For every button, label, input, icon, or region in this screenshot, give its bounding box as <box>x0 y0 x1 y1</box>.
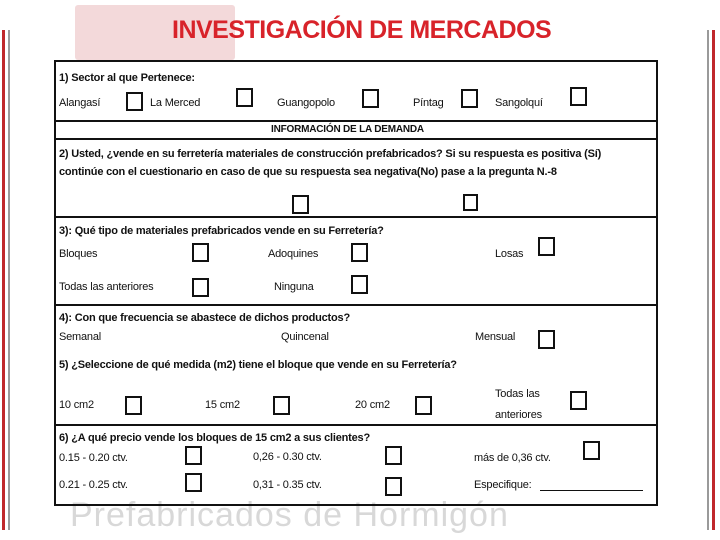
option-label: Todas las <box>495 388 540 400</box>
option-label: Alangasí <box>59 97 101 109</box>
left-border-gray <box>8 30 10 530</box>
divider <box>54 424 658 426</box>
option-label: anteriores <box>495 409 542 421</box>
watermark-text: Prefabricados de Hormigón <box>70 496 509 534</box>
checkbox[interactable] <box>351 243 368 262</box>
left-border-red <box>2 30 5 530</box>
checkbox[interactable] <box>126 92 143 111</box>
option-label: 10 cm2 <box>59 399 94 411</box>
divider <box>54 138 658 140</box>
checkbox[interactable] <box>385 446 402 465</box>
checkbox[interactable] <box>351 275 368 294</box>
question-5: 5) ¿Seleccione de qué medida (m2) tiene el bloque que vende en su Ferretería? <box>59 359 457 371</box>
option-label: 0.21 - 0.25 ctv. <box>59 479 128 491</box>
option-label: Adoquines <box>268 248 319 260</box>
option-label: Quincenal <box>281 331 329 343</box>
option-label: Mensual <box>475 331 516 343</box>
option-label: Ninguna <box>274 281 314 293</box>
option-label: Losas <box>495 248 524 260</box>
option-label: Todas las anteriores <box>59 281 154 293</box>
divider <box>54 216 658 218</box>
checkbox[interactable] <box>461 89 478 108</box>
checkbox-yes[interactable] <box>292 195 309 214</box>
option-label: 0,26 - 0.30 ctv. <box>253 451 322 463</box>
checkbox[interactable] <box>538 330 555 349</box>
option-label: Semanal <box>59 331 102 343</box>
checkbox[interactable] <box>185 446 202 465</box>
right-border-red <box>712 30 715 530</box>
specify-field[interactable] <box>540 490 643 491</box>
divider <box>54 304 658 306</box>
option-label: 15 cm2 <box>205 399 240 411</box>
option-label: Guangopolo <box>277 97 335 109</box>
checkbox[interactable] <box>185 473 202 492</box>
checkbox[interactable] <box>273 396 290 415</box>
option-label: 0.15 - 0.20 ctv. <box>59 452 128 464</box>
question-3: 3): Qué tipo de materiales prefabricados vende en su Ferretería? <box>59 225 384 237</box>
option-label: Sangolquí <box>495 97 543 109</box>
checkbox[interactable] <box>570 391 587 410</box>
option-label: 20 cm2 <box>355 399 390 411</box>
checkbox[interactable] <box>583 441 600 460</box>
question-1: 1) Sector al que Pertenece: <box>59 72 195 84</box>
option-label: más de 0,36 ctv. <box>474 452 551 464</box>
option-label: La Merced <box>150 97 201 109</box>
question-2-line-1: 2) Usted, ¿vende en su ferretería materiales de construcción prefabricados? Si su respuesta es positiva (Sí) <box>59 148 602 160</box>
checkbox-no[interactable] <box>463 194 478 211</box>
checkbox[interactable] <box>385 477 402 496</box>
page-title: INVESTIGACIÓN DE MERCADOS <box>172 16 552 44</box>
section-header: INFORMACIÓN DE LA DEMANDA <box>271 124 424 135</box>
other-label: Especifique: <box>474 479 532 491</box>
option-label: Píntag <box>413 97 444 109</box>
option-label: 0,31 - 0.35 ctv. <box>253 479 322 491</box>
divider <box>54 120 658 122</box>
option-label: Bloques <box>59 248 98 260</box>
checkbox[interactable] <box>362 89 379 108</box>
checkbox[interactable] <box>192 243 209 262</box>
checkbox[interactable] <box>570 87 587 106</box>
checkbox[interactable] <box>192 278 209 297</box>
question-4: 4): Con que frecuencia se abastece de dichos productos? <box>59 312 350 324</box>
checkbox[interactable] <box>236 88 253 107</box>
checkbox[interactable] <box>125 396 142 415</box>
question-6: 6) ¿A qué precio vende los bloques de 15 cm2 a sus clientes? <box>59 432 370 444</box>
question-2-line-2: continúe con el cuestionario en caso de que su respuesta sea negativa(No) pase a la pregunta N.-8 <box>59 166 557 178</box>
checkbox[interactable] <box>415 396 432 415</box>
right-border-gray <box>707 30 709 530</box>
checkbox[interactable] <box>538 237 555 256</box>
